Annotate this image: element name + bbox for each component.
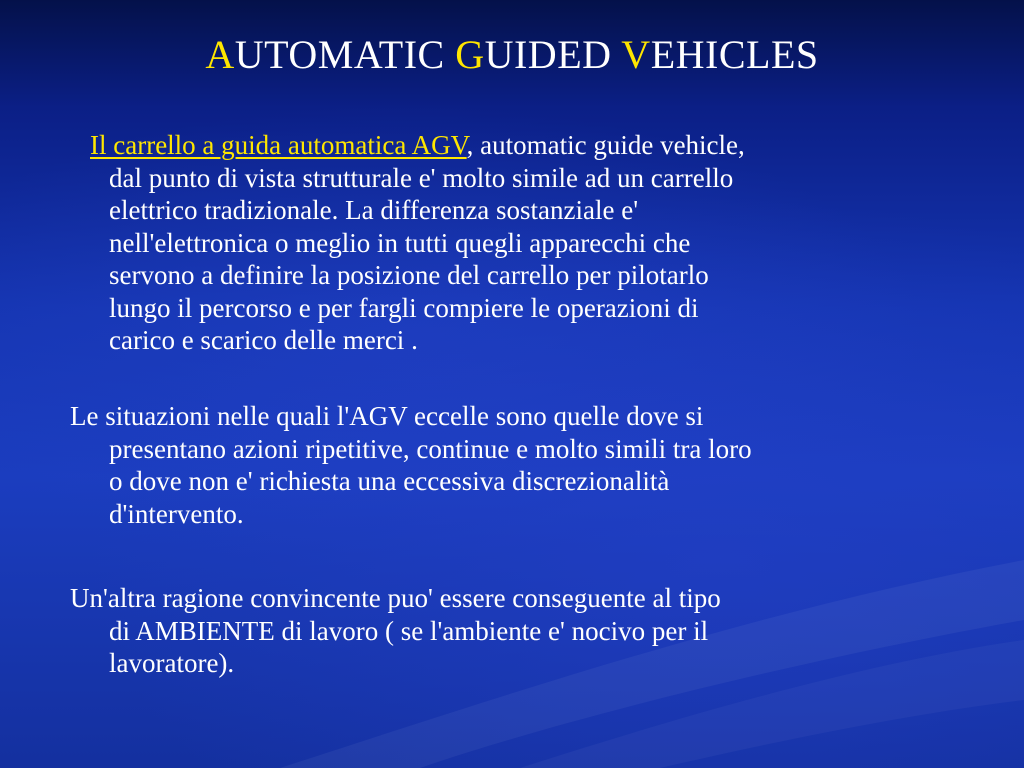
paragraph-environment-reason <box>70 582 721 680</box>
paragraph-line: Le situazioni nelle quali l'AGV eccelle sono quelle dove si <box>70 401 704 431</box>
title-word-guided: UIDED <box>484 32 622 77</box>
paragraph-line: servono a definire la posizione del carrello per pilotarlo <box>109 260 709 290</box>
paragraph-line: dal punto di vista strutturale e' molto simile ad un carrello <box>109 162 734 193</box>
title-initial-a: A <box>205 32 235 77</box>
paragraph-line: lavoratore). <box>109 648 235 678</box>
slide-title <box>0 32 1024 78</box>
paragraph-line: di AMBIENTE di lavoro ( se l'ambiente e' nocivo per il <box>109 615 709 646</box>
paragraph-line: lungo il percorso e per fargli compiere le operazioni di <box>109 292 699 323</box>
paragraph-agv-definition <box>70 129 745 357</box>
paragraph-line <box>70 129 745 162</box>
title-initial-v: V <box>621 32 651 77</box>
agv-link[interactable]: Il carrello a guida automatica AGV <box>90 130 467 160</box>
line-text: , automatic guide vehicle, <box>466 130 745 160</box>
paragraph-line: elettrico tradizionale. La differenza sostanziale e' <box>109 195 639 225</box>
title-word-automatic: UTOMATIC <box>234 32 456 77</box>
title-word-vehicles: EHICLES <box>650 32 819 77</box>
paragraph-agv-situations <box>70 400 752 530</box>
paragraph-line: carico e scarico delle merci . <box>109 325 418 355</box>
title-initial-g: G <box>455 32 485 77</box>
paragraph-line: presentano azioni ripetitive, continue e molto simili tra loro <box>109 433 752 464</box>
paragraph-line: o dove non e' richiesta una eccessiva discrezionalità <box>109 466 670 496</box>
paragraph-line: d'intervento. <box>109 498 244 529</box>
paragraph-line: Un'altra ragione convincente puo' essere conseguente al tipo <box>70 583 721 613</box>
paragraph-line: nell'elettronica o meglio in tutti quegli apparecchi che <box>109 227 691 258</box>
